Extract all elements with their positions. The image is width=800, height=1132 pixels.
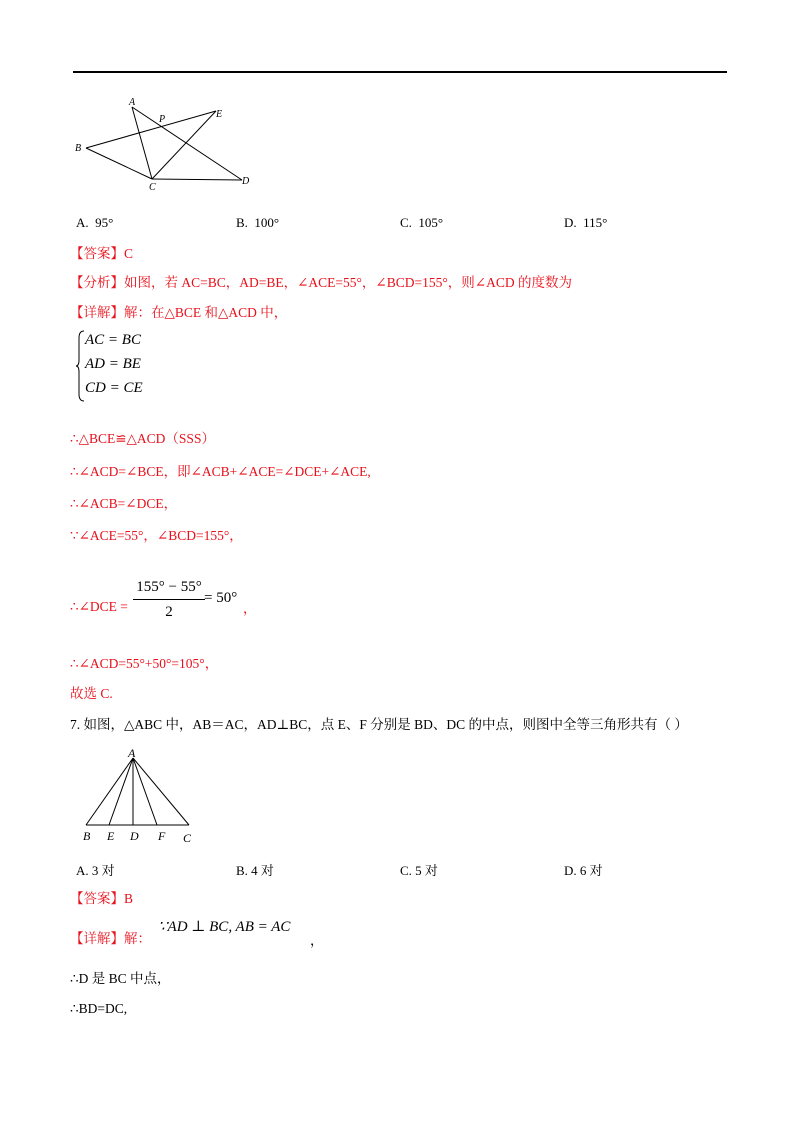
option-b: B. 100° <box>236 215 280 230</box>
label-B: B <box>75 143 82 154</box>
option-c: C. 105° <box>400 215 444 230</box>
q6-conclusion: 故选 C. <box>70 686 113 701</box>
q6-analysis: 【分析】如图，若 AC=BC，AD=BE，∠ACE=55°，∠BCD=155°，则∠ACD 的度数为 <box>70 275 572 290</box>
figure-q6 <box>70 92 270 192</box>
label-D: D <box>242 176 250 187</box>
q7-detail: 【详解】解： <box>70 931 151 946</box>
option-d: D. 115° <box>564 215 608 230</box>
label-A: A <box>129 97 136 108</box>
q6-detail: 【详解】解：在△BCE 和△ACD 中， <box>70 305 288 320</box>
q6-step-after: ∴∠ACD=55°+50°=105°， <box>70 656 219 671</box>
option-a: A. 95° <box>76 215 114 230</box>
option-d: D. 6 对 <box>564 863 603 878</box>
fraction-bar <box>133 599 205 600</box>
label-F: F <box>158 829 166 843</box>
label-C: C <box>149 182 156 192</box>
label-E: E <box>216 109 223 120</box>
fraction-denominator: 2 <box>165 604 173 620</box>
label-P: P <box>159 114 166 125</box>
q7-answer: 【答案】B <box>70 891 134 906</box>
figure-q7 <box>78 745 208 845</box>
q7-question: 7. 如图，△ABC 中，AB＝AC，AD⊥BC，点 E、F 分别是 BD、DC 的中点，则图中全等三角形共有（ ） <box>70 717 688 732</box>
label-B: B <box>83 829 91 843</box>
q7-formula-suffix: ， <box>310 933 324 948</box>
frac-suffix: ， <box>243 601 257 616</box>
q6-step-4: ∵∠ACE=55°，∠BCD=155°， <box>70 528 243 543</box>
q6-answer: 【答案】C <box>70 246 134 261</box>
q7-step-2: ∴BD=DC, <box>70 1001 128 1016</box>
equation-2: AD = BE <box>85 356 141 372</box>
label-C: C <box>183 831 192 845</box>
fraction-result: = 50° <box>204 590 238 606</box>
fraction-numerator: 155° − 55° <box>136 579 202 595</box>
option-c: C. 5 对 <box>400 863 438 878</box>
label-E: E <box>107 829 115 843</box>
q6-step-1: ∴△BCE≌△ACD（SSS） <box>70 431 215 446</box>
header-rule <box>73 71 727 73</box>
equation-1: AC = BC <box>85 332 141 348</box>
label-A: A <box>128 746 136 760</box>
left-brace-icon <box>75 330 85 402</box>
fraction <box>133 578 205 621</box>
q6-step-3: ∴∠ACB=∠DCE， <box>70 496 178 511</box>
option-b: B. 4 对 <box>236 863 274 878</box>
equation-3: CD = CE <box>85 380 143 396</box>
q6-step-2: ∴∠ACD=∠BCE，即∠ACB+∠ACE=∠DCE+∠ACE, <box>70 464 371 479</box>
option-a: A. 3 对 <box>76 863 115 878</box>
q7-step-1: ∴D 是 BC 中点， <box>70 971 171 986</box>
frac-prefix: ∴∠DCE = <box>70 599 128 614</box>
label-D: D <box>130 829 139 843</box>
equation-system <box>75 330 165 402</box>
q7-detail-formula: ∵AD ⊥ BC, AB = AC <box>158 919 291 935</box>
